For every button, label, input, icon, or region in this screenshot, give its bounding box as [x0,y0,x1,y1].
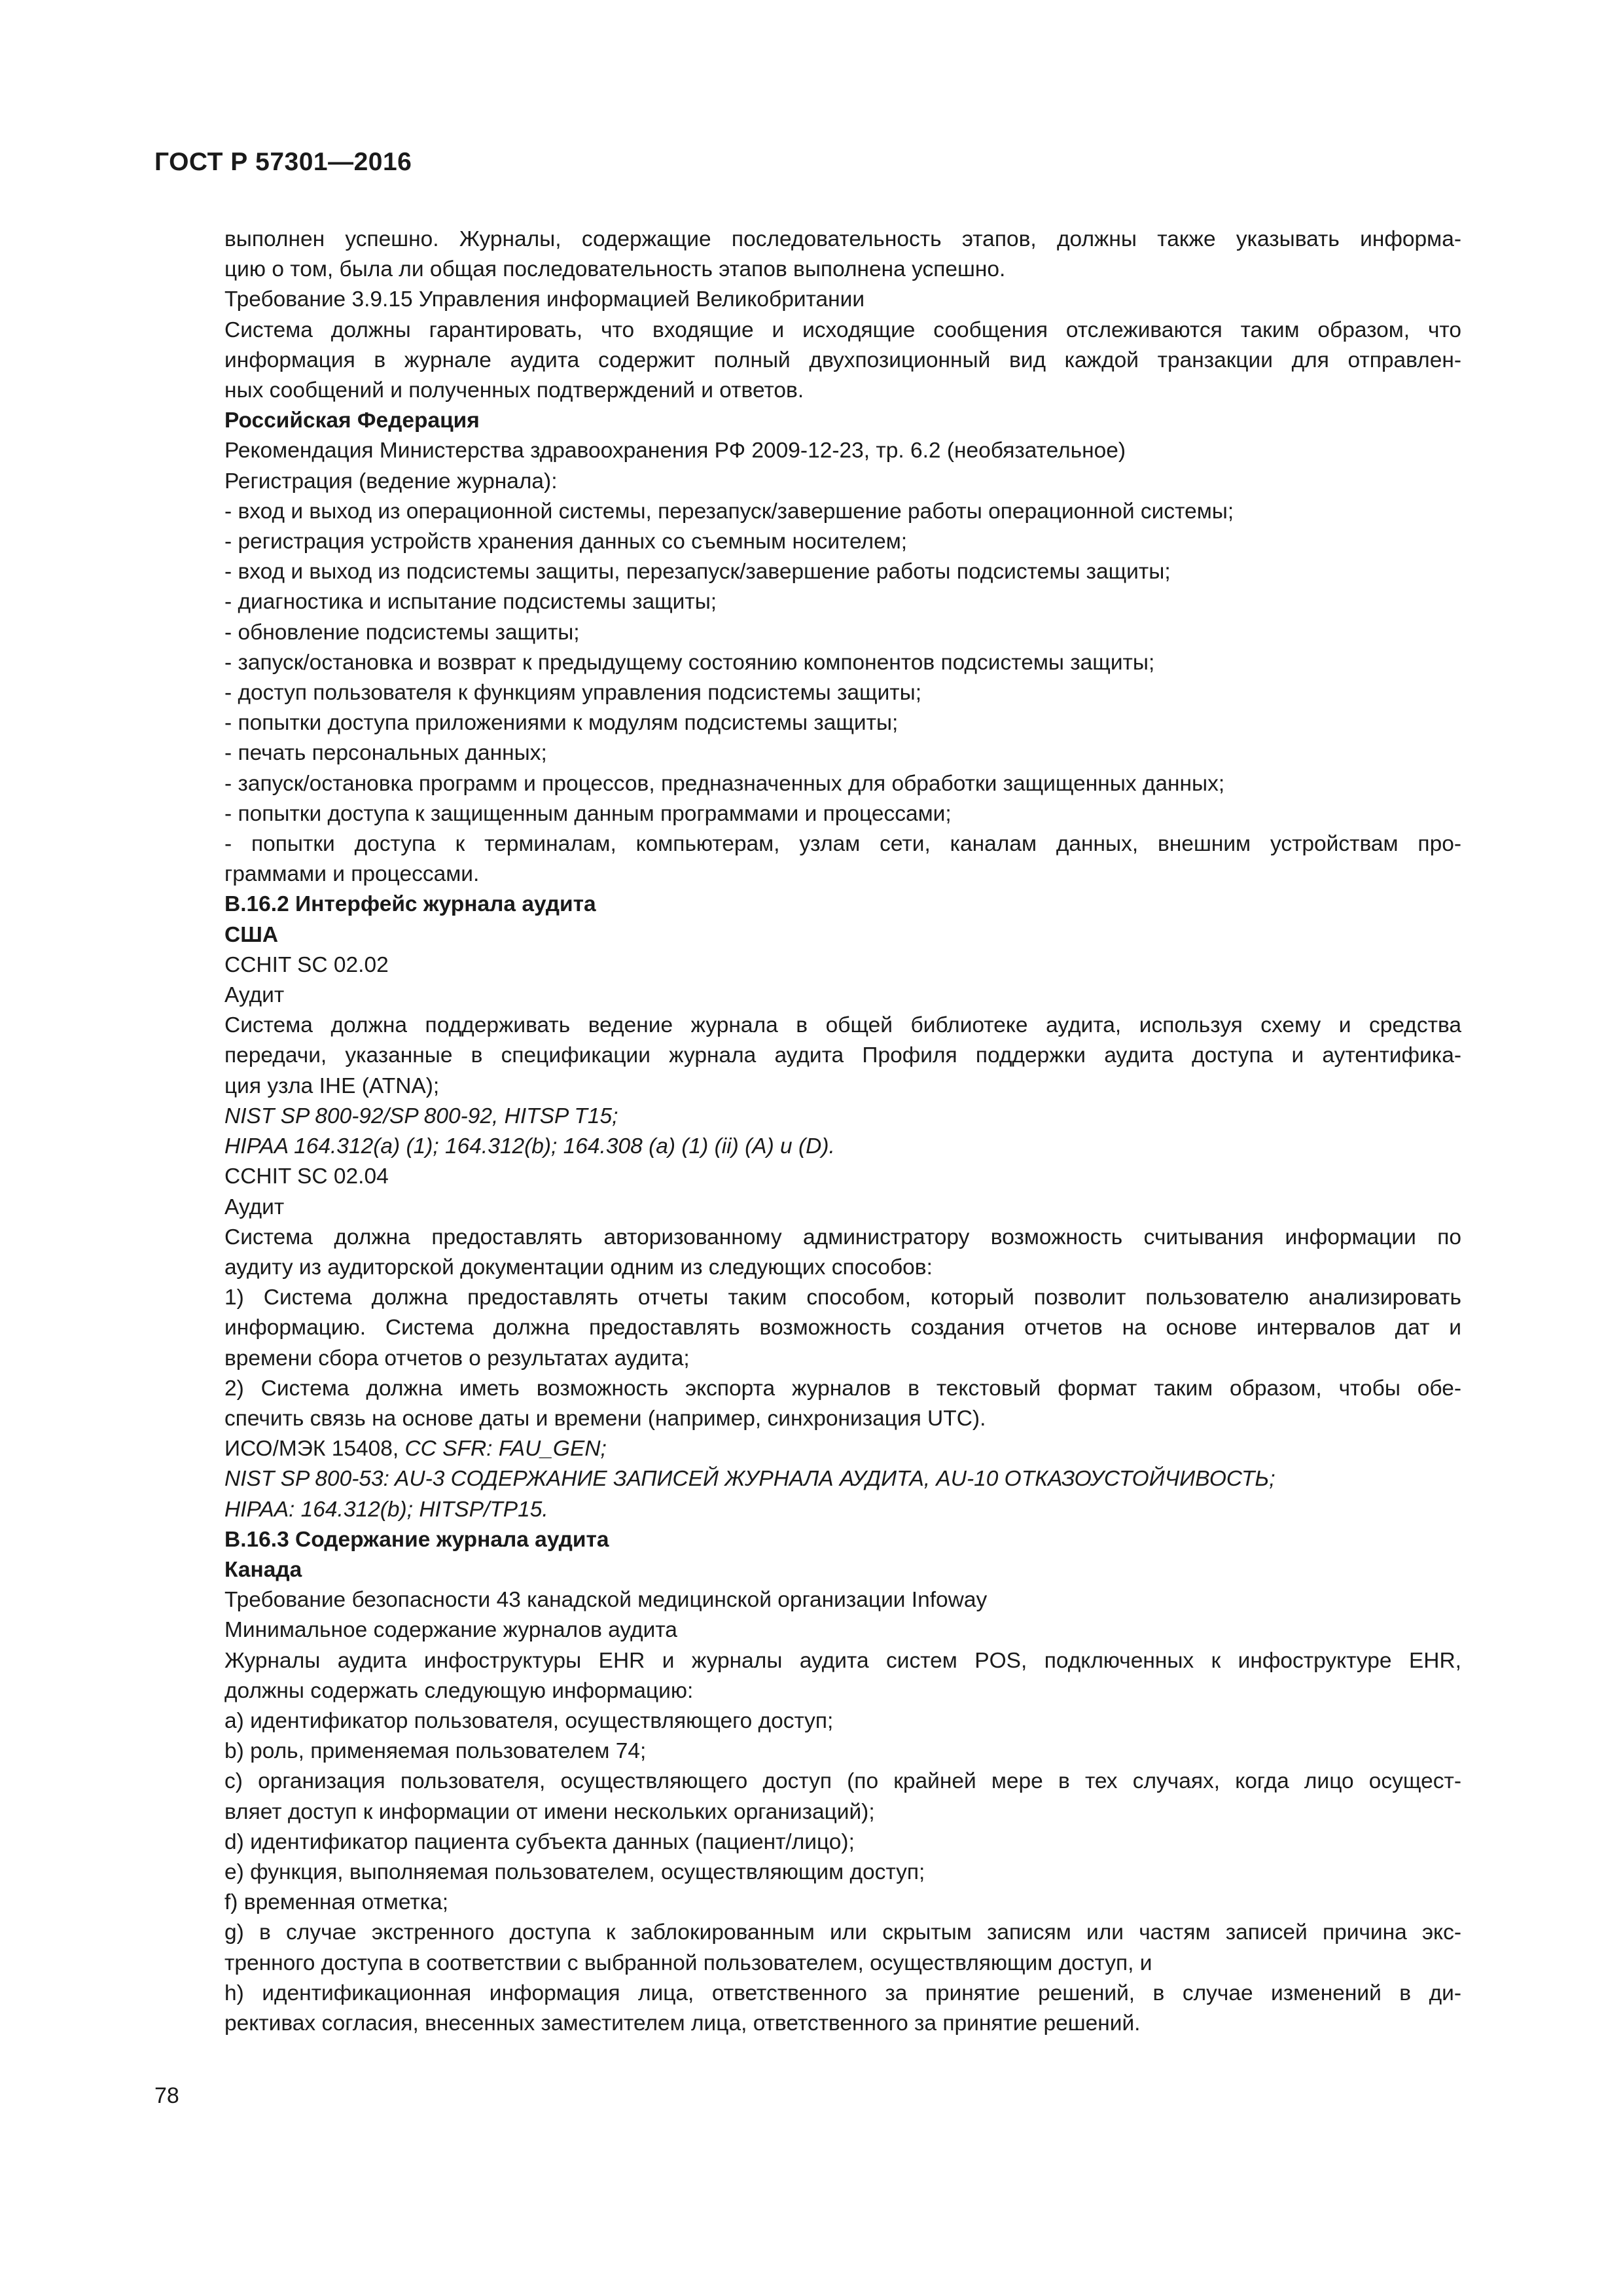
text-line: цию о том, была ли общая последовательность этапов выполнена успешно. [224,257,1006,282]
text-line: - регистрация устройств хранения данных со съемным носителем; [224,529,908,554]
text-line: HIPAA 164.312(a) (1); 164.312(b); 164.308 (a) (1) (ii) (A) и (D). [224,1134,835,1159]
text-line: 2) Система должна иметь возможность экспорта журналов в текстовый формат таким образом, чтобы обе- [224,1376,1461,1401]
text-line: - запуск/остановка и возврат к предыдущему состоянию компонентов подсистемы защиты; [224,650,1155,675]
text-line: - попытки доступа приложениями к модулям подсистемы защиты; [224,711,899,736]
text-line: CCHIT SC 02.02 [224,952,389,977]
text-line: Аудит [224,1194,285,1219]
text-line: d) идентификатор пациента субъекта данных (пациент/лицо); [224,1829,855,1854]
text-line: - попытки доступа к терминалам, компьютерам, узлам сети, каналам данных, внешним устройствам про- [224,832,1461,857]
text-line: - доступ пользователя к функциям управления подсистемы защиты; [224,681,922,706]
text-line: Журналы аудита инфоструктуры EHR и журналы аудита систем POS, подключенных к инфоструктуре EHR, [224,1648,1461,1673]
text-line: - диагностика и испытание подсистемы защиты; [224,590,717,615]
text-line: Требование 3.9.15 Управления информацией Великобритании [224,287,865,312]
text-line: f) временная отметка; [224,1890,449,1915]
page-number: 78 [154,2083,179,2108]
text-line: должны содержать следующую информацию: [224,1678,694,1703]
text-line: e) функция, выполняемая пользователем, осуществляющим доступ; [224,1859,925,1884]
text-line: a) идентификатор пользователя, осуществляющего доступ; [224,1708,834,1733]
text-line: граммами и процессами. [224,862,480,887]
text-line: HIPAA: 164.312(b); HITSP/TP15. [224,1497,548,1522]
text-line: h) идентификационная информация лица, ответственного за принятие решений, в случае изменений в ди- [224,1981,1461,2005]
text-line: Аудит [224,983,285,1008]
text-line: Минимальное содержание журналов аудита [224,1618,677,1643]
text-line: ных сообщений и полученных подтверждений и ответов. [224,378,804,403]
text-line: - вход и выход из операционной системы, перезапуск/завершение работы операционной системы; [224,499,1234,524]
text-line: Требование безопасности 43 канадской медицинской организации Infoway [224,1588,988,1613]
text-line: информация в журнале аудита содержит полный двухпозиционный вид каждой транзакции для отправлен- [224,348,1461,372]
text-line: передачи, указанные в спецификации журнала аудита Профиля поддержки аудита доступа и аутентифика- [224,1043,1461,1068]
text-line: тренного доступа в соответствии с выбранной пользователем, осуществляющим доступ, и [224,1950,1152,1975]
text-line: - запуск/остановка программ и процессов, предназначенных для обработки защищенных данных; [224,771,1225,796]
section-heading: В.16.2 Интерфейс журнала аудита [224,892,596,917]
text-line: Система должна поддерживать ведение журнала в общей библиотеке аудита, используя схему и средства [224,1013,1461,1038]
section-heading: Российская Федерация [224,408,480,433]
text-line: Регистрация (ведение журнала): [224,469,558,493]
text-line: - попытки доступа к защищенным данным программами и процессами; [224,801,952,826]
document-header: ГОСТ Р 57301—2016 [154,148,412,176]
text-line: времени сбора отчетов о результатах аудита; [224,1346,690,1371]
text-line: CCHIT SC 02.04 [224,1164,389,1189]
text-line: спечить связь на основе даты и времени (например, синхронизация UTC). [224,1406,986,1431]
iso-italic-part: CC SFR: FAU_GEN; [404,1437,607,1462]
text-line: NIST SP 800-92/SP 800-92, HITSP T15; [224,1103,618,1128]
text-line: Система должна предоставлять авторизованному администратору возможность считывания информации по [224,1225,1461,1249]
text-line [224,1434,1461,1464]
text-line: g) в случае экстренного доступа к заблокированным или скрытым записям или частям записей причина экс- [224,1920,1461,1945]
text-line: b) роль, применяемая пользователем 74; [224,1739,647,1764]
text-line: NIST SP 800-53: AU-3 СОДЕРЖАНИЕ ЗАПИСЕЙ ЖУРНАЛА АУДИТА, AU-10 ОТКАЗОУСТОЙЧИВОСТЬ; [224,1467,1275,1492]
text-line: информацию. Система должна предоставлять возможность создания отчетов на основе интервалов дат и [224,1316,1461,1340]
text-line: Система должны гарантировать, что входящие и исходящие сообщения отслеживаются таким образом, что [224,317,1461,342]
page-body [224,224,1461,2039]
section-heading: В.16.3 Содержание журнала аудита [224,1527,609,1552]
iso-prefix: ИСО/МЭК 15408, [224,1437,405,1462]
text-line: Рекомендация Министерства здравоохранения РФ 2009-12-23, тр. 6.2 (необязательное) [224,439,1126,463]
text-line: 1) Система должна предоставлять отчеты таким способом, который позволит пользователю анализировать [224,1285,1461,1310]
text-line: ция узла IHE (ATNA); [224,1073,440,1098]
text-line: - обновление подсистемы защиты; [224,620,580,645]
text-line: - печать персональных данных; [224,741,547,766]
text-line: вляет доступ к информации от имени нескольких организаций); [224,1799,875,1824]
text-line: рективах согласия, внесенных заместителем лица, ответственного за принятие решений. [224,2011,1141,2036]
text-line: c) организация пользователя, осуществляющего доступ (по крайней мере в тех случаях, когда лицо осущест- [224,1769,1461,1794]
text-line: аудиту из аудиторской документации одним из следующих способов: [224,1255,933,1280]
section-heading: США [224,922,279,947]
text-line: выполнен успешно. Журналы, содержащие последовательность этапов, должны также указывать информа- [224,227,1461,251]
section-heading: Канада [224,1557,302,1582]
text-line: - вход и выход из подсистемы защиты, перезапуск/завершение работы подсистемы защиты; [224,560,1171,584]
